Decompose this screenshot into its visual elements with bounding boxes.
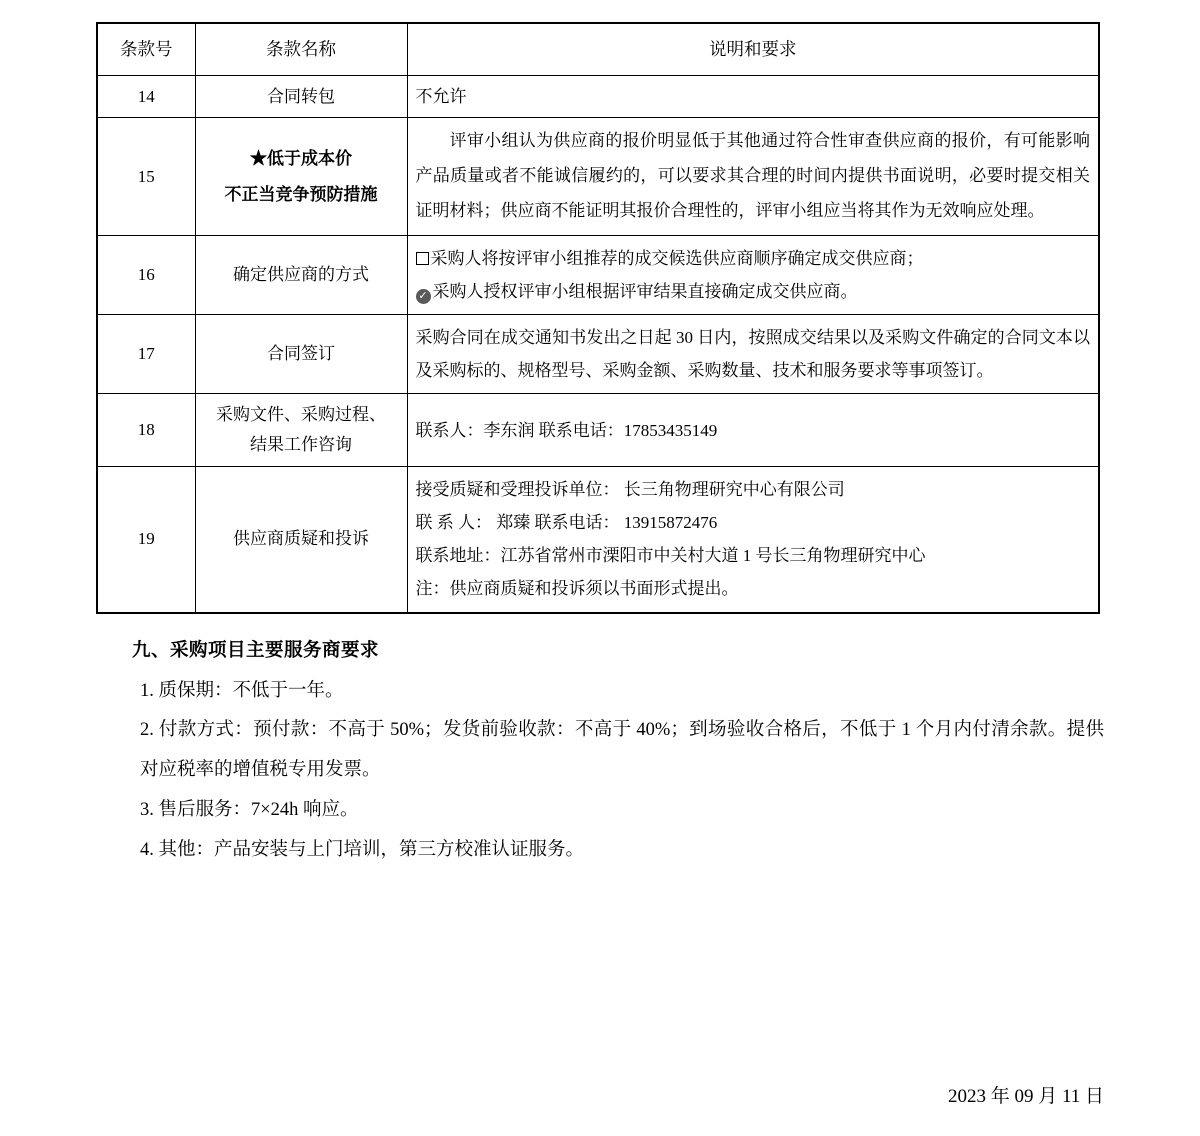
clause-description (407, 466, 1099, 612)
list-item (96, 831, 1104, 871)
complaint-unit-line: 接受质疑和受理投诉单位： 长三角物理研究中心有限公司 (415, 479, 845, 499)
table-header-row (97, 23, 1099, 75)
clause-name: 供应商质疑和投诉 (195, 466, 407, 612)
clause-description (407, 394, 1099, 467)
list-item-text: 2. 付款方式：预付款：不高于 50%；发货前验收款：不高于 40%；到场验收合格后，不低于 1 个月内付清余款。提供对应税率的增值税专用发票。 (140, 720, 1104, 781)
section-title: 九、采购项目主要服务商要求 (132, 640, 380, 661)
checkbox-checked-icon[interactable]: ✓ (416, 289, 431, 304)
clause-name-line-2: 结果工作咨询 (250, 435, 352, 455)
clause-description (407, 235, 1099, 314)
terms-table (96, 22, 1100, 614)
option-unchecked-label: 采购人将按评审小组推荐的成交候选供应商顺序确定成交供应商； (430, 248, 924, 268)
clause-description: 不允许 (407, 75, 1099, 118)
table-row (97, 235, 1099, 314)
clause-name: 确定供应商的方式 (195, 235, 407, 314)
clause-paragraph: 采购合同在成交通知书发出之日起 30 日内，按照成交结果以及采购文件确定的合同文本以及采购标的、规格型号、采购金额、采购数量、技术和服务要求等事项签订。 (415, 328, 1090, 381)
option-checked-label: 采购人授权评审小组根据评审结果直接确定成交供应商。 (432, 282, 858, 302)
complaint-address-line: 联系地址：江苏省常州市溧阳市中关村大道 1 号长三角物理研究中心 (415, 546, 926, 566)
clause-number: 18 (97, 394, 195, 467)
clause-name (195, 118, 407, 236)
clause-number: 14 (97, 75, 195, 118)
table-row (97, 394, 1099, 467)
list-item (96, 711, 1104, 791)
complaint-contact-line: 联 系 人： 郑臻 联系电话： 13915872476 (415, 513, 718, 533)
clause-number: 16 (97, 235, 195, 314)
document-date: 2023 年 09 月 11 日 (947, 1086, 1104, 1107)
clause-number: 15 (97, 118, 195, 236)
list-item (96, 672, 1104, 712)
list-item (96, 791, 1104, 831)
table-row (97, 118, 1099, 236)
contact-line: 联系人：李东润 联系电话：17853435149 (415, 420, 718, 440)
list-item-text: 4. 其他：产品安装与上门培训，第三方校准认证服务。 (140, 839, 585, 860)
clause-number: 17 (97, 315, 195, 394)
option-unchecked-row (416, 242, 1091, 275)
clause-name (195, 394, 407, 467)
header-description: 说明和要求 (407, 23, 1099, 75)
clause-paragraph: 评审小组认为供应商的报价明显低于其他通过符合性审查供应商的报价，有可能影响产品质量或者不能诚信履约的，可以要求其合理的时间内提供书面说明，必要时提交相关证明材料；供应商不能证明其报价合理性的，评审小组应当将其作为无效响应处理。 (415, 131, 1090, 221)
checkbox-unchecked-icon[interactable] (416, 252, 429, 265)
list-item-text: 3. 售后服务：7×24h 响应。 (140, 799, 359, 820)
table-row (97, 75, 1099, 118)
clause-name-line-1: 采购文件、采购过程、 (216, 405, 386, 425)
clause-name-line-1: ★低于成本价 (250, 148, 352, 168)
list-item-text: 1. 质保期：不低于一年。 (140, 680, 344, 701)
clause-description (407, 118, 1099, 236)
header-clause-number: 条款号 (97, 23, 195, 75)
option-checked-row (416, 275, 1091, 308)
clause-description (407, 315, 1099, 394)
clause-name: 合同转包 (195, 75, 407, 118)
table-row (97, 315, 1099, 394)
complaint-note-line: 注：供应商质疑和投诉须以书面形式提出。 (415, 579, 739, 599)
clause-number: 19 (97, 466, 195, 612)
header-clause-name: 条款名称 (195, 23, 407, 75)
clause-name-line-2: 不正当竞争预防措施 (224, 184, 378, 204)
table-row (97, 466, 1099, 612)
requirements-list (96, 672, 1104, 871)
clause-name: 合同签订 (195, 315, 407, 394)
